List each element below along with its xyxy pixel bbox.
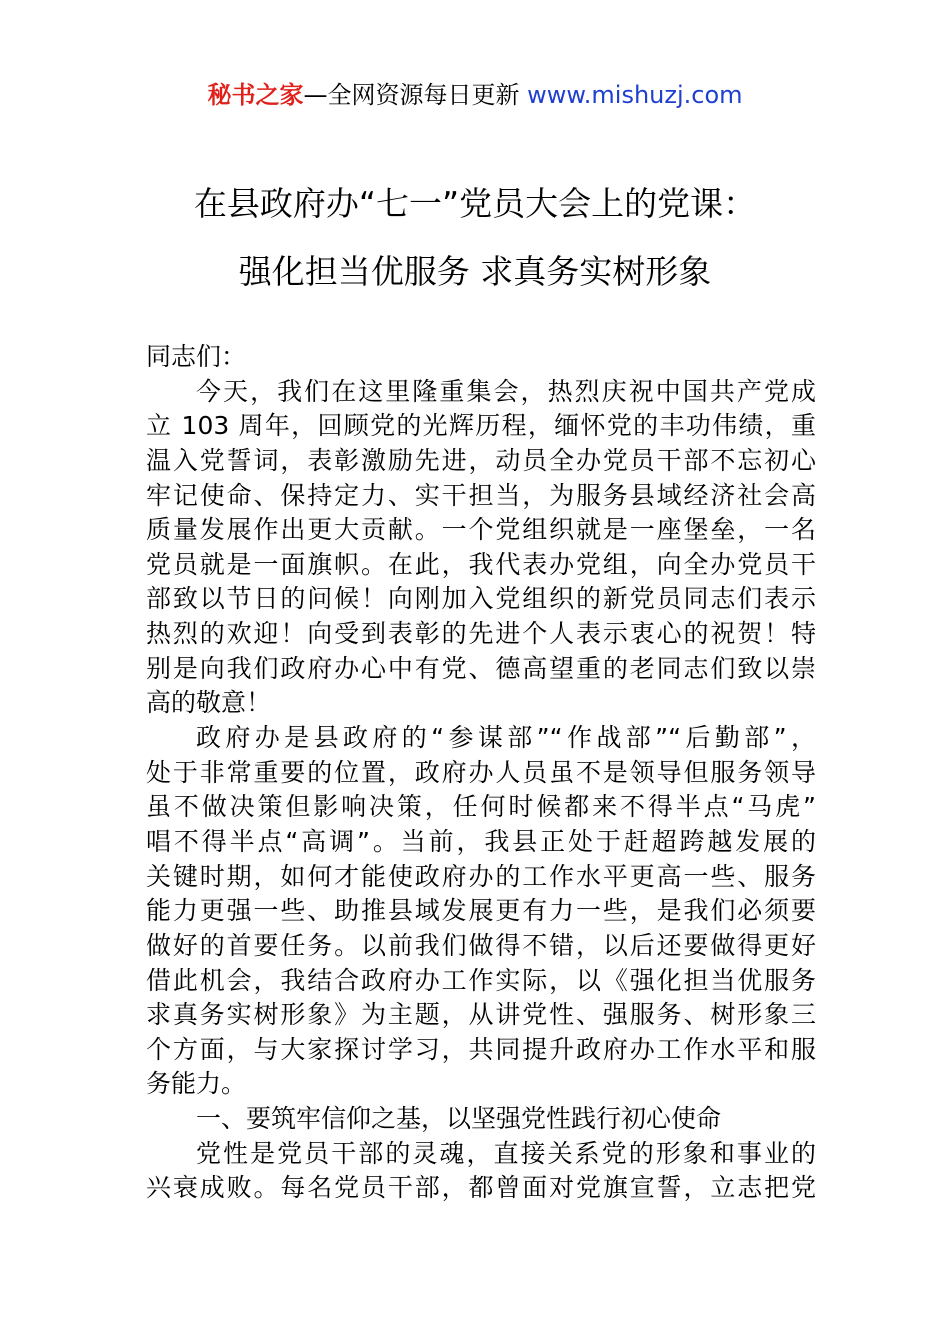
paragraph-line: 政府办是县政府的“参谋部”“作战部”“后勤部”， xyxy=(196,723,816,753)
paragraph-line: 牢记使命、保持定力、实干担当，为服务县域经济社会高 xyxy=(146,480,816,510)
section-heading: 一、要筑牢信仰之基，以坚强党性践行初心使命 xyxy=(196,1104,722,1134)
header-banner xyxy=(0,78,950,112)
paragraph-line: 质量发展作出更大贡献。一个党组织就是一座堡垒，一名 xyxy=(146,515,816,545)
header-slogan: —全网资源每日更新 xyxy=(303,81,528,109)
paragraph-line: 热烈的欢迎！向受到表彰的先进个人表示衷心的祝贺！特 xyxy=(146,619,816,649)
document-title-line-2: 强化担当优服务 求真务实树形象 xyxy=(238,252,712,291)
paragraph-line: 做好的首要任务。以前我们做得不错，以后还要做得更好 xyxy=(146,930,816,960)
paragraph-line: 兴衰成败。每名党员干部，都曾面对党旗宣誓，立志把党 xyxy=(146,1173,816,1203)
paragraph-line: 求真务实树形象》为主题，从讲党性、强服务、树形象三 xyxy=(146,1000,816,1030)
paragraph-line: 部致以节日的问候！向刚加入党组织的新党员同志们表示 xyxy=(146,584,816,614)
paragraph-line: 唱不得半点“高调”。当前，我县正处于赶超跨越发展的 xyxy=(146,826,816,856)
paragraph-line: 借此机会，我结合政府办工作实际，以《强化担当优服务 xyxy=(146,965,816,995)
brand-name: 秘书之家 xyxy=(207,81,304,109)
paragraph-line: 党性是党员干部的灵魂，直接关系党的形象和事业的 xyxy=(196,1138,816,1168)
paragraph-line: 别是向我们政府办心中有党、德高望重的老同志们致以崇 xyxy=(146,653,816,683)
paragraph-line: 务能力。 xyxy=(146,1069,247,1099)
paragraph-line: 高的敬意！ xyxy=(146,688,272,718)
paragraph-line: 能力更强一些、助推县域发展更有力一些，是我们必须要 xyxy=(146,896,816,926)
site-url-link[interactable]: www.mishuzj.com xyxy=(527,81,743,109)
paragraph-line: 立 103 周年，回顾党的光辉历程，缅怀党的丰功伟绩，重 xyxy=(146,411,816,441)
paragraph-line: 党员就是一面旗帜。在此，我代表办党组，向全办党员干 xyxy=(146,549,816,579)
document-body xyxy=(146,340,816,1206)
paragraph-line: 今天，我们在这里隆重集会，热烈庆祝中国共产党成 xyxy=(196,376,816,406)
document-title-line-1: 在县政府办“七一”党员大会上的党课： xyxy=(193,184,757,223)
paragraph-line: 虽不做决策但影响决策，任何时候都来不得半点“马虎” xyxy=(146,792,816,822)
salutation: 同志们： xyxy=(146,342,247,371)
paragraph-line: 关键时期，如何才能使政府办的工作水平更高一些、服务 xyxy=(146,861,816,891)
paragraph-line: 温入党誓词，表彰激励先进，动员全办党员干部不忘初心 xyxy=(146,445,816,475)
paragraph-line: 处于非常重要的位置，政府办人员虽不是领导但服务领导 xyxy=(146,757,816,787)
paragraph-line: 个方面，与大家探讨学习，共同提升政府办工作水平和服 xyxy=(146,1034,816,1064)
